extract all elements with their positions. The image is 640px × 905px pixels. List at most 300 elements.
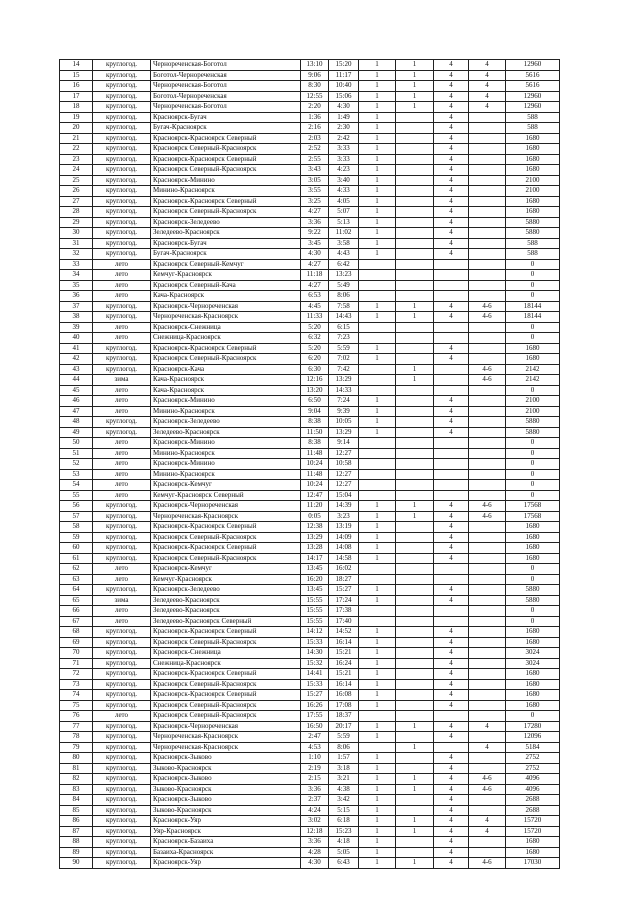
row-number-cell: 89 <box>60 847 93 858</box>
count-b-cell <box>396 606 434 617</box>
coef-b-cell <box>469 175 506 186</box>
arrival-time-cell: 4:38 <box>329 784 359 795</box>
coef-a-cell: 4 <box>434 543 469 554</box>
arrival-time-cell: 1:57 <box>329 753 359 764</box>
arrival-time-cell: 4:05 <box>329 196 359 207</box>
season-cell: лето <box>93 322 151 333</box>
row-number-cell: 79 <box>60 742 93 753</box>
coef-a-cell: 4 <box>434 805 469 816</box>
arrival-time-cell: 14:08 <box>329 543 359 554</box>
season-cell: лето <box>93 448 151 459</box>
coef-a-cell: 4 <box>434 837 469 848</box>
total-cell: 0 <box>506 616 560 627</box>
table-row <box>60 123 560 134</box>
total-cell: 12096 <box>506 732 560 743</box>
coef-b-cell <box>469 322 506 333</box>
arrival-time-cell: 7:42 <box>329 364 359 375</box>
count-a-cell: 1 <box>359 763 396 774</box>
season-cell: круглогод. <box>93 354 151 365</box>
row-number-cell: 59 <box>60 532 93 543</box>
row-number-cell: 21 <box>60 133 93 144</box>
table-row <box>60 532 560 543</box>
coef-b-cell <box>469 207 506 218</box>
departure-time-cell: 6:32 <box>301 333 329 344</box>
departure-time-cell: 12:16 <box>301 375 329 386</box>
count-a-cell: 1 <box>359 301 396 312</box>
season-cell: круглогод. <box>93 721 151 732</box>
coef-a-cell: 4 <box>434 753 469 764</box>
row-number-cell: 24 <box>60 165 93 176</box>
total-cell: 1680 <box>506 196 560 207</box>
arrival-time-cell: 12:27 <box>329 448 359 459</box>
season-cell: круглогод. <box>93 690 151 701</box>
arrival-time-cell: 5:15 <box>329 805 359 816</box>
arrival-time-cell: 12:27 <box>329 480 359 491</box>
total-cell: 0 <box>506 574 560 585</box>
departure-time-cell: 3:02 <box>301 816 329 827</box>
row-number-cell: 45 <box>60 385 93 396</box>
row-number-cell: 66 <box>60 606 93 617</box>
row-number-cell: 74 <box>60 690 93 701</box>
count-b-cell: 1 <box>396 81 434 92</box>
row-number-cell: 56 <box>60 501 93 512</box>
count-b-cell <box>396 763 434 774</box>
row-number-cell: 63 <box>60 574 93 585</box>
table-row <box>60 448 560 459</box>
total-cell: 1680 <box>506 133 560 144</box>
count-a-cell: 1 <box>359 658 396 669</box>
total-cell: 1680 <box>506 343 560 354</box>
table-row <box>60 91 560 102</box>
route-cell: Минино-Красноярск <box>151 469 301 480</box>
departure-time-cell: 2:19 <box>301 763 329 774</box>
table-row <box>60 459 560 470</box>
route-cell: Зыково-Красноярск <box>151 763 301 774</box>
season-cell: круглогод. <box>93 679 151 690</box>
count-a-cell: 1 <box>359 753 396 764</box>
row-number-cell: 88 <box>60 837 93 848</box>
count-b-cell <box>396 396 434 407</box>
coef-b-cell <box>469 658 506 669</box>
row-number-cell: 41 <box>60 343 93 354</box>
coef-b-cell <box>469 763 506 774</box>
route-cell: Зеледеево-Красноярск <box>151 427 301 438</box>
total-cell: 5880 <box>506 585 560 596</box>
table-row <box>60 396 560 407</box>
count-a-cell <box>359 333 396 344</box>
arrival-time-cell: 1:49 <box>329 112 359 123</box>
coef-a-cell: 4 <box>434 343 469 354</box>
arrival-time-cell: 15:20 <box>329 60 359 71</box>
arrival-time-cell: 5:59 <box>329 732 359 743</box>
arrival-time-cell: 3:40 <box>329 175 359 186</box>
table-row <box>60 270 560 281</box>
table-row <box>60 795 560 806</box>
departure-time-cell: 15:33 <box>301 637 329 648</box>
count-a-cell: 1 <box>359 102 396 113</box>
route-cell: Красноярск-Зыково <box>151 774 301 785</box>
row-number-cell: 15 <box>60 70 93 81</box>
total-cell: 1680 <box>506 354 560 365</box>
count-a-cell <box>359 280 396 291</box>
departure-time-cell: 3:36 <box>301 784 329 795</box>
departure-time-cell: 10:24 <box>301 480 329 491</box>
row-number-cell: 58 <box>60 522 93 533</box>
coef-b-cell <box>469 616 506 627</box>
table-row <box>60 837 560 848</box>
season-cell: лето <box>93 385 151 396</box>
departure-time-cell: 4:53 <box>301 742 329 753</box>
count-a-cell: 1 <box>359 669 396 680</box>
table-row <box>60 333 560 344</box>
route-cell: Красноярск Северный-Красноярск <box>151 637 301 648</box>
table-row <box>60 480 560 491</box>
total-cell: 0 <box>506 385 560 396</box>
count-a-cell: 1 <box>359 700 396 711</box>
count-b-cell <box>396 343 434 354</box>
total-cell: 1680 <box>506 165 560 176</box>
arrival-time-cell: 4:33 <box>329 186 359 197</box>
count-a-cell: 1 <box>359 627 396 638</box>
arrival-time-cell: 13:29 <box>329 375 359 386</box>
departure-time-cell: 11:48 <box>301 469 329 480</box>
row-number-cell: 83 <box>60 784 93 795</box>
route-cell: Красноярск-Красноярск Северный <box>151 690 301 701</box>
route-cell: Красноярск Северный-Красноярск <box>151 207 301 218</box>
table-row <box>60 543 560 554</box>
row-number-cell: 14 <box>60 60 93 71</box>
row-number-cell: 44 <box>60 375 93 386</box>
coef-b-cell <box>469 417 506 428</box>
table-row <box>60 679 560 690</box>
total-cell: 12960 <box>506 60 560 71</box>
coef-a-cell: 4 <box>434 532 469 543</box>
season-cell: лето <box>93 480 151 491</box>
season-cell: круглогод. <box>93 658 151 669</box>
total-cell: 1680 <box>506 154 560 165</box>
route-cell: Красноярск-Красноярск Северный <box>151 543 301 554</box>
route-cell: Кача-Красноярск <box>151 385 301 396</box>
departure-time-cell: 2:03 <box>301 133 329 144</box>
arrival-time-cell: 7:58 <box>329 301 359 312</box>
table-row <box>60 721 560 732</box>
route-cell: Зеледеево-Красноярск Северный <box>151 616 301 627</box>
season-cell: лето <box>93 711 151 722</box>
count-b-cell <box>396 406 434 417</box>
count-a-cell: 1 <box>359 532 396 543</box>
route-cell: Красноярск-Красноярск Северный <box>151 196 301 207</box>
count-b-cell: 1 <box>396 301 434 312</box>
count-a-cell <box>359 564 396 575</box>
count-b-cell <box>396 669 434 680</box>
total-cell: 0 <box>506 448 560 459</box>
total-cell: 0 <box>506 322 560 333</box>
coef-b-cell <box>469 406 506 417</box>
row-number-cell: 25 <box>60 175 93 186</box>
count-b-cell <box>396 658 434 669</box>
coef-a-cell: 4 <box>434 301 469 312</box>
count-a-cell <box>359 291 396 302</box>
table-row <box>60 375 560 386</box>
coef-a-cell: 4 <box>434 354 469 365</box>
route-cell: Кемчуг-Красноярск <box>151 574 301 585</box>
route-cell: Красноярск-Минино <box>151 438 301 449</box>
row-number-cell: 34 <box>60 270 93 281</box>
count-a-cell: 1 <box>359 805 396 816</box>
route-cell: Красноярск-Бугач <box>151 112 301 123</box>
coef-a-cell: 4 <box>434 795 469 806</box>
count-b-cell <box>396 753 434 764</box>
count-b-cell <box>396 648 434 659</box>
coef-b-cell <box>469 805 506 816</box>
count-b-cell <box>396 448 434 459</box>
count-a-cell <box>359 322 396 333</box>
route-cell: Красноярск Северный-Красноярск <box>151 679 301 690</box>
coef-a-cell <box>434 490 469 501</box>
coef-b-cell: 4-6 <box>469 858 506 869</box>
season-cell: круглогод. <box>93 207 151 218</box>
count-b-cell <box>396 228 434 239</box>
table-row <box>60 228 560 239</box>
arrival-time-cell: 4:30 <box>329 102 359 113</box>
row-number-cell: 87 <box>60 826 93 837</box>
row-number-cell: 20 <box>60 123 93 134</box>
table-row <box>60 417 560 428</box>
coef-b-cell: 4 <box>469 102 506 113</box>
season-cell: круглогод. <box>93 669 151 680</box>
table-row <box>60 81 560 92</box>
season-cell: лето <box>93 574 151 585</box>
count-a-cell: 1 <box>359 312 396 323</box>
coef-b-cell <box>469 259 506 270</box>
coef-b-cell <box>469 480 506 491</box>
count-a-cell <box>359 606 396 617</box>
season-cell: зима <box>93 595 151 606</box>
count-b-cell <box>396 322 434 333</box>
season-cell: лето <box>93 333 151 344</box>
table-row <box>60 595 560 606</box>
coef-b-cell: 4-6 <box>469 774 506 785</box>
row-number-cell: 69 <box>60 637 93 648</box>
coef-b-cell <box>469 144 506 155</box>
arrival-time-cell: 14:43 <box>329 312 359 323</box>
departure-time-cell: 16:26 <box>301 700 329 711</box>
season-cell: круглогод. <box>93 60 151 71</box>
table-row <box>60 816 560 827</box>
arrival-time-cell: 13:29 <box>329 427 359 438</box>
count-a-cell: 1 <box>359 217 396 228</box>
coef-b-cell: 4-6 <box>469 312 506 323</box>
coef-a-cell <box>434 270 469 281</box>
coef-b-cell: 4 <box>469 742 506 753</box>
count-a-cell <box>359 742 396 753</box>
arrival-time-cell: 7:23 <box>329 333 359 344</box>
arrival-time-cell: 3:21 <box>329 774 359 785</box>
departure-time-cell: 4:28 <box>301 847 329 858</box>
count-b-cell <box>396 711 434 722</box>
arrival-time-cell: 12:27 <box>329 469 359 480</box>
count-b-cell <box>396 795 434 806</box>
count-a-cell: 1 <box>359 133 396 144</box>
coef-b-cell <box>469 228 506 239</box>
arrival-time-cell: 2:42 <box>329 133 359 144</box>
arrival-time-cell: 3:23 <box>329 511 359 522</box>
arrival-time-cell: 9:39 <box>329 406 359 417</box>
table-row <box>60 112 560 123</box>
total-cell: 1680 <box>506 532 560 543</box>
table-row <box>60 280 560 291</box>
count-a-cell: 1 <box>359 858 396 869</box>
table-row <box>60 364 560 375</box>
table-row <box>60 753 560 764</box>
season-cell: круглогод. <box>93 858 151 869</box>
arrival-time-cell: 11:02 <box>329 228 359 239</box>
departure-time-cell: 15:32 <box>301 658 329 669</box>
table-row <box>60 196 560 207</box>
departure-time-cell: 2:16 <box>301 123 329 134</box>
total-cell: 12960 <box>506 102 560 113</box>
total-cell: 0 <box>506 333 560 344</box>
table-row <box>60 322 560 333</box>
table-row <box>60 564 560 575</box>
coef-b-cell: 4 <box>469 91 506 102</box>
row-number-cell: 29 <box>60 217 93 228</box>
row-number-cell: 67 <box>60 616 93 627</box>
row-number-cell: 26 <box>60 186 93 197</box>
coef-b-cell <box>469 459 506 470</box>
season-cell: круглогод. <box>93 826 151 837</box>
coef-b-cell <box>469 186 506 197</box>
departure-time-cell: 11:48 <box>301 448 329 459</box>
count-a-cell: 1 <box>359 196 396 207</box>
departure-time-cell: 13:29 <box>301 532 329 543</box>
departure-time-cell: 3:25 <box>301 196 329 207</box>
arrival-time-cell: 4:43 <box>329 249 359 260</box>
table-row <box>60 406 560 417</box>
season-cell: круглогод. <box>93 112 151 123</box>
coef-b-cell <box>469 333 506 344</box>
total-cell: 5880 <box>506 595 560 606</box>
route-cell: Красноярск Северный-Красноярск <box>151 165 301 176</box>
total-cell: 2100 <box>506 406 560 417</box>
arrival-time-cell: 3:18 <box>329 763 359 774</box>
season-cell: зима <box>93 375 151 386</box>
coef-a-cell: 4 <box>434 102 469 113</box>
count-b-cell <box>396 553 434 564</box>
row-number-cell: 42 <box>60 354 93 365</box>
coef-b-cell <box>469 427 506 438</box>
count-b-cell <box>396 595 434 606</box>
total-cell: 5880 <box>506 427 560 438</box>
arrival-time-cell: 15:27 <box>329 585 359 596</box>
arrival-time-cell: 10:05 <box>329 417 359 428</box>
route-cell: Красноярск-Снежница <box>151 322 301 333</box>
departure-time-cell: 3:55 <box>301 186 329 197</box>
coef-a-cell <box>434 322 469 333</box>
total-cell: 0 <box>506 564 560 575</box>
total-cell: 1680 <box>506 207 560 218</box>
arrival-time-cell: 17:40 <box>329 616 359 627</box>
arrival-time-cell: 5:49 <box>329 280 359 291</box>
count-a-cell <box>359 574 396 585</box>
coef-b-cell <box>469 795 506 806</box>
row-number-cell: 33 <box>60 259 93 270</box>
departure-time-cell: 14:30 <box>301 648 329 659</box>
departure-time-cell: 6:20 <box>301 354 329 365</box>
row-number-cell: 48 <box>60 417 93 428</box>
route-cell: Красноярск-Уяр <box>151 858 301 869</box>
count-a-cell: 1 <box>359 60 396 71</box>
season-cell: круглогод. <box>93 637 151 648</box>
season-cell: круглогод. <box>93 364 151 375</box>
coef-b-cell <box>469 396 506 407</box>
count-b-cell <box>396 238 434 249</box>
route-cell: Красноярск-Минино <box>151 175 301 186</box>
route-cell: Зеледеево-Красноярск <box>151 595 301 606</box>
departure-time-cell: 6:53 <box>301 291 329 302</box>
count-b-cell <box>396 627 434 638</box>
row-number-cell: 37 <box>60 301 93 312</box>
count-b-cell <box>396 469 434 480</box>
arrival-time-cell: 3:58 <box>329 238 359 249</box>
season-cell: круглогод. <box>93 700 151 711</box>
count-b-cell <box>396 616 434 627</box>
row-number-cell: 82 <box>60 774 93 785</box>
season-cell: круглогод. <box>93 196 151 207</box>
count-a-cell <box>359 385 396 396</box>
count-b-cell <box>396 700 434 711</box>
count-b-cell <box>396 175 434 186</box>
route-cell: Красноярск-Красноярск Северный <box>151 133 301 144</box>
departure-time-cell: 2:55 <box>301 154 329 165</box>
row-number-cell: 32 <box>60 249 93 260</box>
arrival-time-cell: 14:52 <box>329 627 359 638</box>
count-a-cell: 1 <box>359 427 396 438</box>
table-row <box>60 301 560 312</box>
table-row <box>60 207 560 218</box>
count-b-cell <box>396 112 434 123</box>
season-cell: круглогод. <box>93 795 151 806</box>
coef-b-cell <box>469 595 506 606</box>
route-cell: Красноярск-Красноярск Северный <box>151 343 301 354</box>
count-b-cell <box>396 532 434 543</box>
row-number-cell: 72 <box>60 669 93 680</box>
route-cell: Чернореченская-Красноярск <box>151 312 301 323</box>
row-number-cell: 80 <box>60 753 93 764</box>
count-b-cell <box>396 438 434 449</box>
route-cell: Красноярск-Зеледеево <box>151 417 301 428</box>
season-cell: круглогод. <box>93 553 151 564</box>
coef-b-cell <box>469 112 506 123</box>
departure-time-cell: 14:41 <box>301 669 329 680</box>
row-number-cell: 61 <box>60 553 93 564</box>
total-cell: 15720 <box>506 826 560 837</box>
row-number-cell: 39 <box>60 322 93 333</box>
schedule-table <box>59 59 560 869</box>
season-cell: круглогод. <box>93 627 151 638</box>
total-cell: 3024 <box>506 648 560 659</box>
departure-time-cell: 3:45 <box>301 238 329 249</box>
coef-a-cell: 4 <box>434 826 469 837</box>
row-number-cell: 85 <box>60 805 93 816</box>
route-cell: Красноярск-Минино <box>151 459 301 470</box>
departure-time-cell: 3:05 <box>301 175 329 186</box>
coef-b-cell <box>469 133 506 144</box>
arrival-time-cell: 5:59 <box>329 343 359 354</box>
count-b-cell <box>396 543 434 554</box>
table-row <box>60 732 560 743</box>
count-a-cell: 1 <box>359 648 396 659</box>
